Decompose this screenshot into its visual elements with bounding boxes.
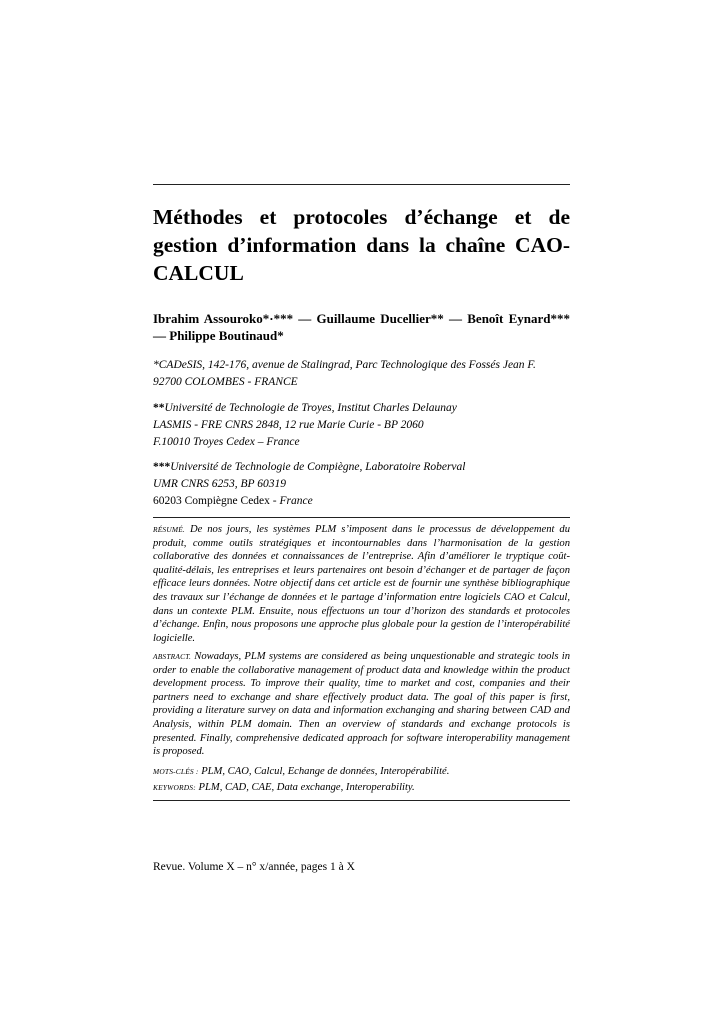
affiliation-utt-line1: Université de Technologie de Troyes, Institut Charles Delaunay bbox=[164, 402, 457, 414]
abstract-label: ABSTRACT. bbox=[153, 652, 192, 661]
mots-cles-label: MOTS-CLÉS : bbox=[153, 767, 199, 776]
keywords-text: PLM, CAD, CAE, Data exchange, Interoperability. bbox=[198, 782, 415, 793]
affiliation-utt-mark: ** bbox=[153, 402, 165, 414]
affiliation-utc-line1: Université de Technologie de Compiègne, Laboratoire Roberval bbox=[170, 461, 466, 473]
affiliation-utc-mark: *** bbox=[153, 461, 171, 473]
affiliation-utt-line3: F.10010 Troyes Cedex – France bbox=[153, 436, 300, 448]
resume-label: RÉSUMÉ. bbox=[153, 525, 185, 534]
top-rule bbox=[153, 184, 570, 185]
keywords-label: KEYWORDS: bbox=[153, 783, 196, 792]
page-footer: Revue. Volume X – n° x/année, pages 1 à X bbox=[153, 861, 355, 873]
abstract-text: Nowadays, PLM systems are considered as being unquestionable and strategic tools in order to enable the collaborative management of product data and knowledge within the product development process. To improve their quality, time to market and cost, companies and their partners need to exchange and share effectively product data. The goal of this paper is first, providing a literature survey on data and information exchanging and sharing between CAD and Analysis, within PLM domain. Then an overview of standards and exchange protocols is presented. Finally, comprehensive dedicated approach for software interoperability management is proposed. bbox=[153, 651, 570, 758]
affiliation-utc-line3: 60203 Compiègne Cedex - bbox=[153, 495, 280, 507]
mots-cles-text: PLM, CAO, Calcul, Echange de données, Interopérabilité. bbox=[201, 766, 450, 777]
resume-paragraph bbox=[153, 523, 570, 645]
abstract-bottom-rule bbox=[153, 800, 570, 801]
affiliation-cadesis-line2: 92700 COLOMBES - FRANCE bbox=[153, 376, 298, 388]
mots-cles-line bbox=[153, 765, 570, 779]
authors-line: Ibrahim Assouroko*·*** — Guillaume Ducellier** — Benoît Eynard*** — Philippe Boutinaud* bbox=[153, 311, 570, 343]
paper-title: Méthodes et protocoles d’échange et de gestion d’information dans la chaîne CAO-CALCUL bbox=[153, 205, 570, 285]
affiliation-cadesis-line1: *CADeSIS, 142-176, avenue de Stalingrad, Parc Technologique des Fossés Jean F. bbox=[153, 359, 536, 371]
affiliation-utc-country: France bbox=[279, 495, 313, 507]
abstract-top-rule bbox=[153, 517, 570, 518]
affiliation-cadesis bbox=[153, 357, 570, 391]
abstract-paragraph bbox=[153, 650, 570, 759]
resume-text: De nos jours, les systèmes PLM s’imposent dans le processus de développement du produit, comme outils stratégiques et incontournables dans l’harmonisation de la gestion collaborative des données et connaissances de l’entreprise. Afin d’améliorer le tryptique coût-qualité-délais, les entreprises et leurs partenaires ont besoin d’échanger et de partager de façon efficace leurs données. Notre objectif dans cet article est de fournir une synthèse bibliographique des travaux sur l’échange de données et le partage d’information entre logiciels CAO et Calcul, dans un contexte PLM. Ensuite, nous effectuons un tour d’horizon des standards et protocoles d’échange. Enfin, nous proposons une approche plus globale pour la gestion de l’interopérabilité logicielle. bbox=[153, 524, 570, 644]
keywords-line bbox=[153, 781, 570, 795]
affiliation-utt bbox=[153, 400, 570, 451]
affiliation-utc bbox=[153, 459, 570, 510]
affiliation-utc-line2: UMR CNRS 6253, BP 60319 bbox=[153, 478, 286, 490]
affiliation-utt-line2: LASMIS - FRE CNRS 2848, 12 rue Marie Curie - BP 2060 bbox=[153, 419, 424, 431]
